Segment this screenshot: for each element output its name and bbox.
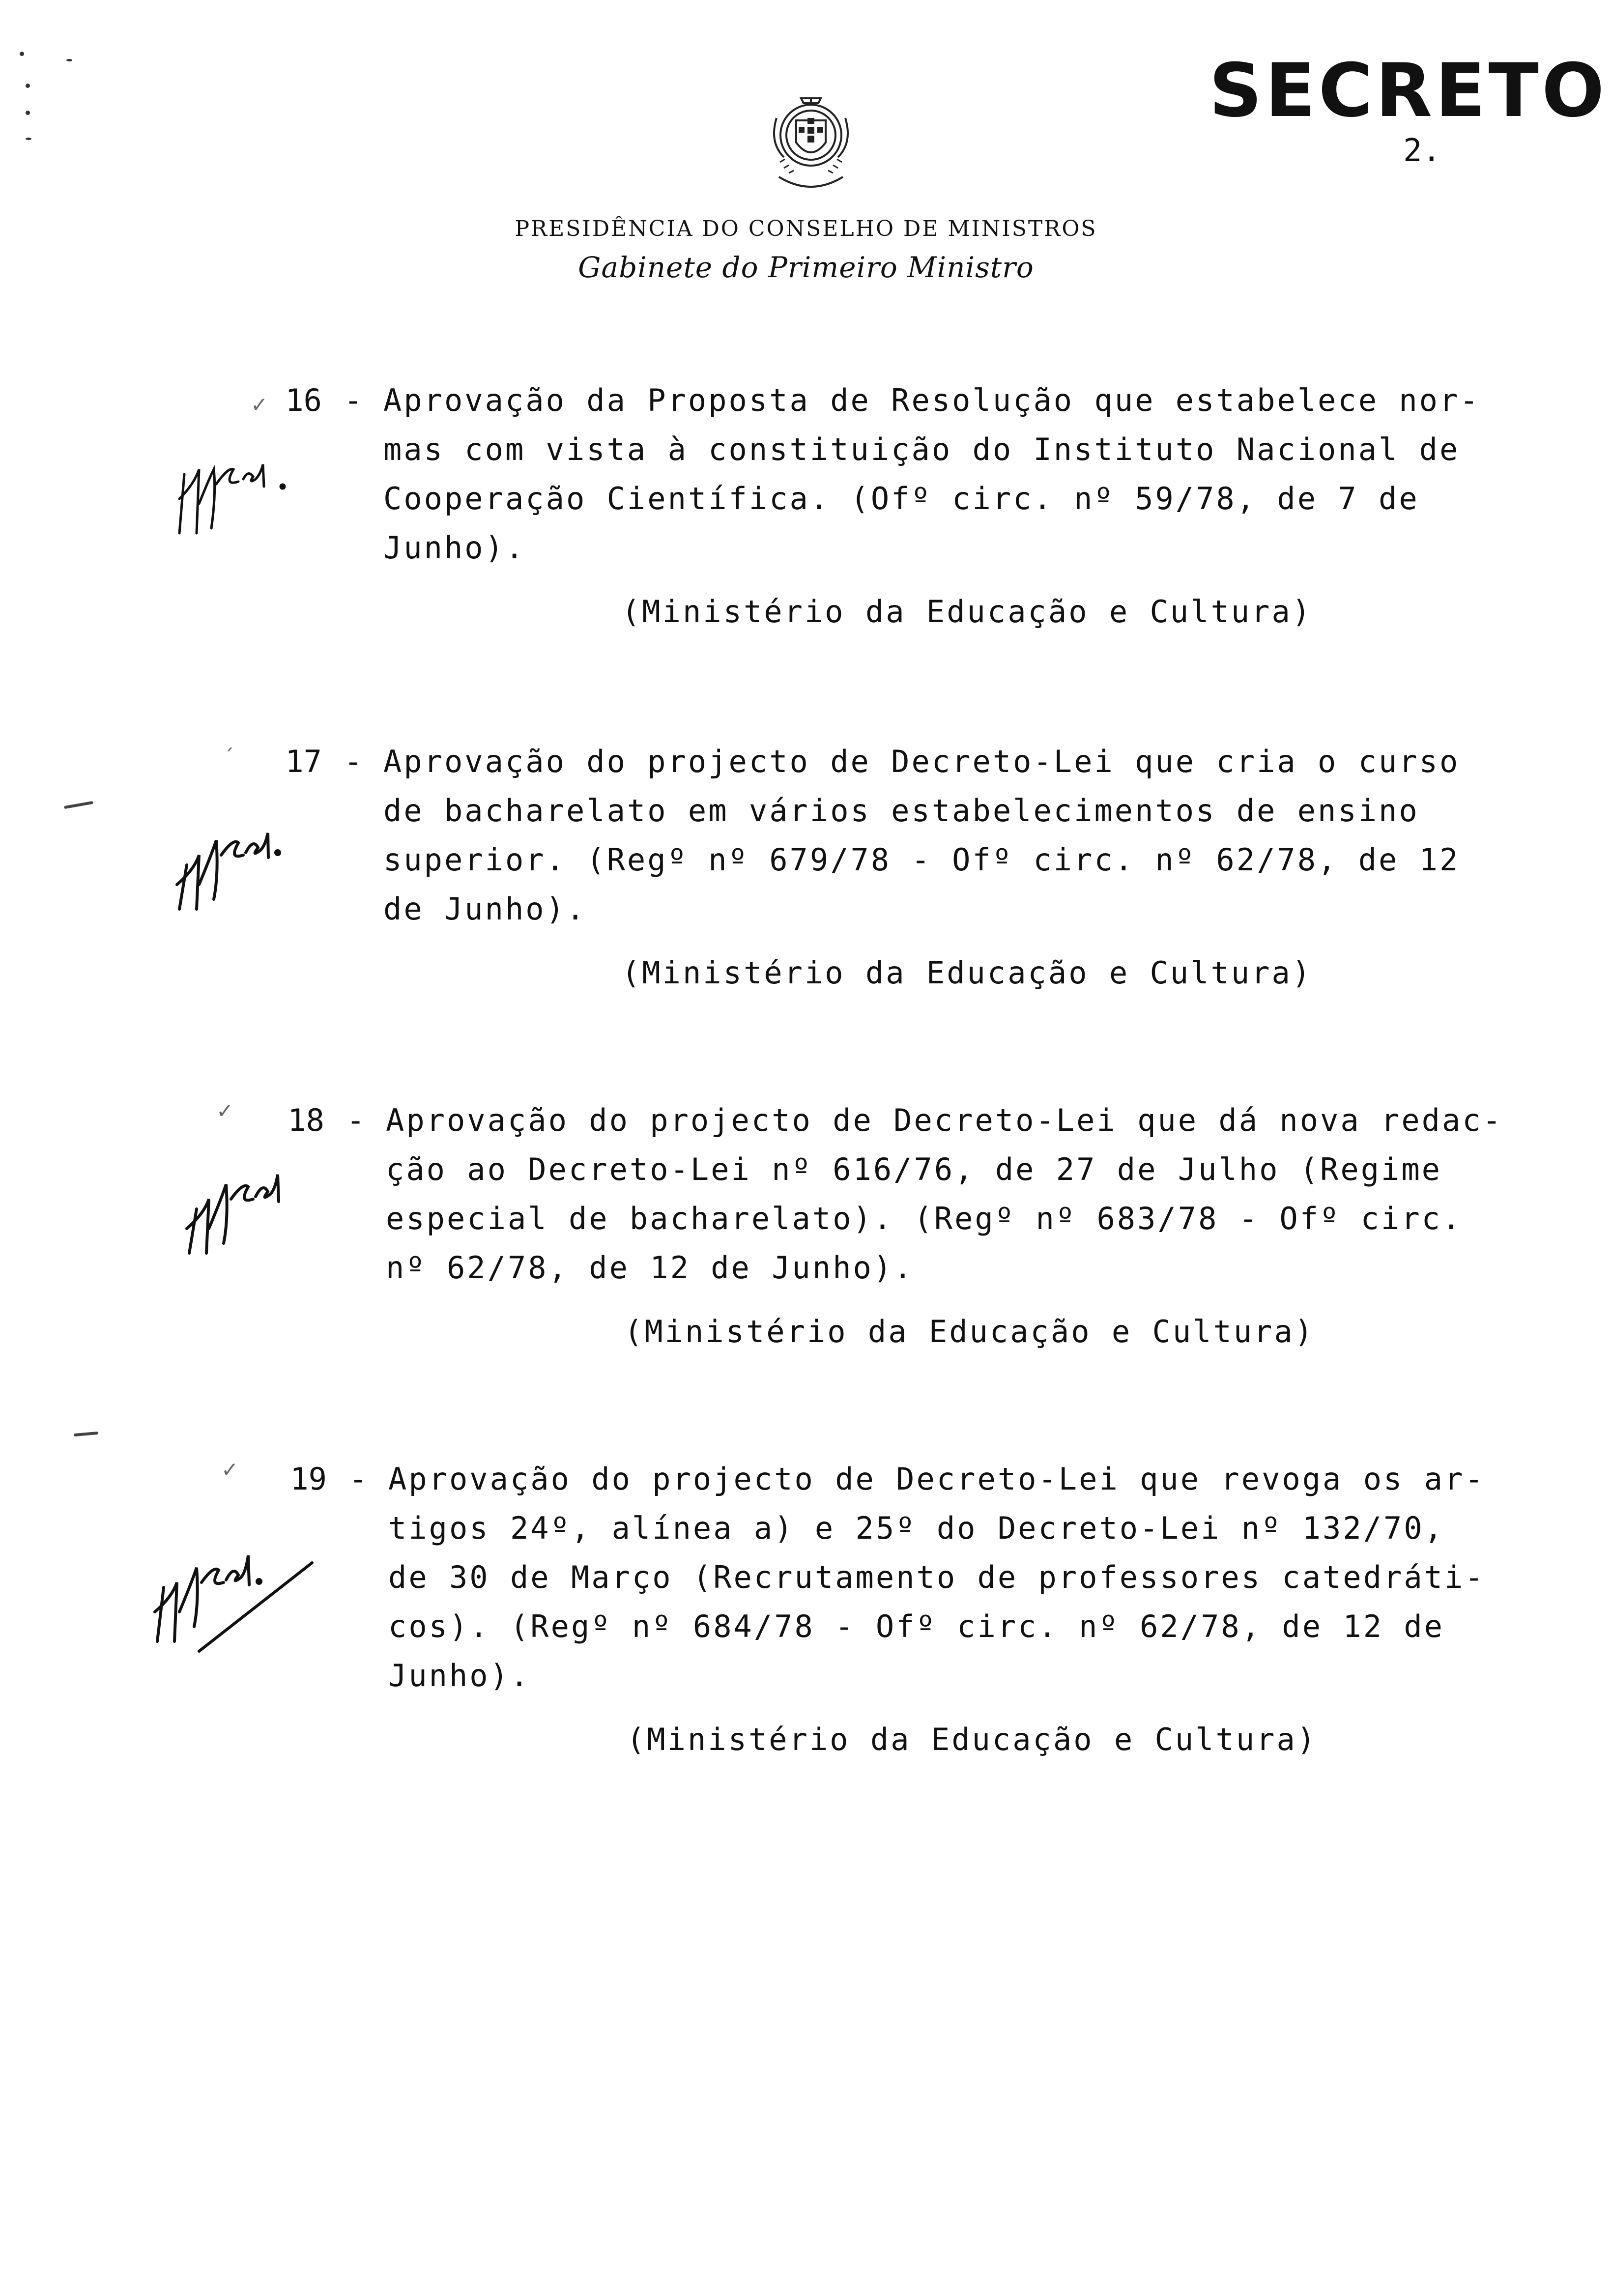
item-number: 19 — [290, 1461, 327, 1497]
margin-speck — [26, 84, 30, 88]
item-dash: - — [349, 1461, 368, 1497]
item-ministry: (Ministério da Educação e Cultura) — [624, 1314, 1315, 1349]
margin-dash-mark — [74, 1432, 98, 1436]
item-text-line: Cooperação Científica. (Ofº circ. nº 59/78, de 7 de — [383, 481, 1419, 517]
item-ministry: (Ministério da Educação e Cultura) — [622, 594, 1313, 630]
item-text — [383, 737, 1460, 934]
item-text — [386, 1096, 1503, 1292]
item-number: 17 — [285, 744, 322, 779]
item-dash: - — [344, 382, 363, 418]
item-text-line: Aprovação da Proposta de Resolução que estabelece nor- — [383, 382, 1480, 418]
item-text-line: ção ao Decreto-Lei nº 616/76, de 27 de Julho (Regime — [386, 1151, 1442, 1187]
item-text-line: de bacharelato em vários estabelecimentos de ensino — [383, 793, 1419, 829]
item-text — [383, 376, 1480, 573]
item-text-line: Junho). — [388, 1658, 531, 1693]
coat-of-arms-seal — [749, 84, 872, 204]
margin-speck — [66, 59, 72, 61]
item-text-line: tigos 24º, alínea a) e 25º do Decreto-Lei nº 132/70, — [388, 1510, 1445, 1546]
item-dash: - — [346, 1102, 365, 1138]
check-mark: ´ — [224, 745, 234, 769]
item-number: 16 — [285, 382, 322, 418]
handwritten-approval-note — [150, 1528, 327, 1656]
page-number: 2. — [1403, 133, 1441, 169]
handwritten-approval-note — [182, 1155, 329, 1253]
handwritten-approval-note — [172, 811, 319, 909]
check-mark: ✓ — [251, 393, 268, 417]
item-text-line: nº 62/78, de 12 de Junho). — [386, 1250, 914, 1286]
item-ministry: (Ministério da Educação e Cultura) — [622, 955, 1313, 991]
item-ministry: (Ministério da Educação e Cultura) — [627, 1722, 1318, 1757]
handwritten-approval-note — [170, 440, 317, 538]
check-mark: ✓ — [221, 1458, 239, 1482]
item-number: 18 — [288, 1102, 324, 1138]
classification-stamp: SECRETO — [1209, 48, 1608, 134]
item-dash: - — [344, 744, 363, 779]
item-text-line: superior. (Regº nº 679/78 - Ofº circ. nº 62/78, de 12 — [383, 842, 1460, 878]
item-text — [388, 1455, 1485, 1700]
office-name: Gabinete do Primeiro Ministro — [578, 251, 1034, 284]
item-text-line: Aprovação do projecto de Decreto-Lei que cria o curso — [383, 744, 1460, 779]
item-text-line: de 30 de Março (Recrutamento de professores catedráti- — [388, 1559, 1485, 1595]
item-text-line: mas com vista à constituição do Instituto Nacional de — [383, 431, 1460, 467]
item-text-line: cos). (Regº nº 684/78 - Ofº circ. nº 62/78, de 12 de — [388, 1608, 1445, 1644]
item-text-line: Junho). — [383, 530, 526, 566]
item-text-line: Aprovação do projecto de Decreto-Lei que revoga os ar- — [388, 1461, 1485, 1497]
margin-speck — [26, 138, 31, 140]
margin-dash-mark — [64, 801, 93, 809]
organization-name: PRESIDÊNCIA DO CONSELHO DE MINISTROS — [515, 216, 1097, 241]
margin-speck — [26, 111, 30, 115]
item-text-line: Aprovação do projecto de Decreto-Lei que dá nova redac- — [386, 1102, 1503, 1138]
item-text-line: especial de bacharelato). (Regº nº 683/78 - Ofº circ. — [386, 1201, 1463, 1236]
margin-speck — [20, 52, 24, 56]
check-mark: ✓ — [216, 1099, 234, 1123]
item-text-line: de Junho). — [383, 891, 587, 927]
